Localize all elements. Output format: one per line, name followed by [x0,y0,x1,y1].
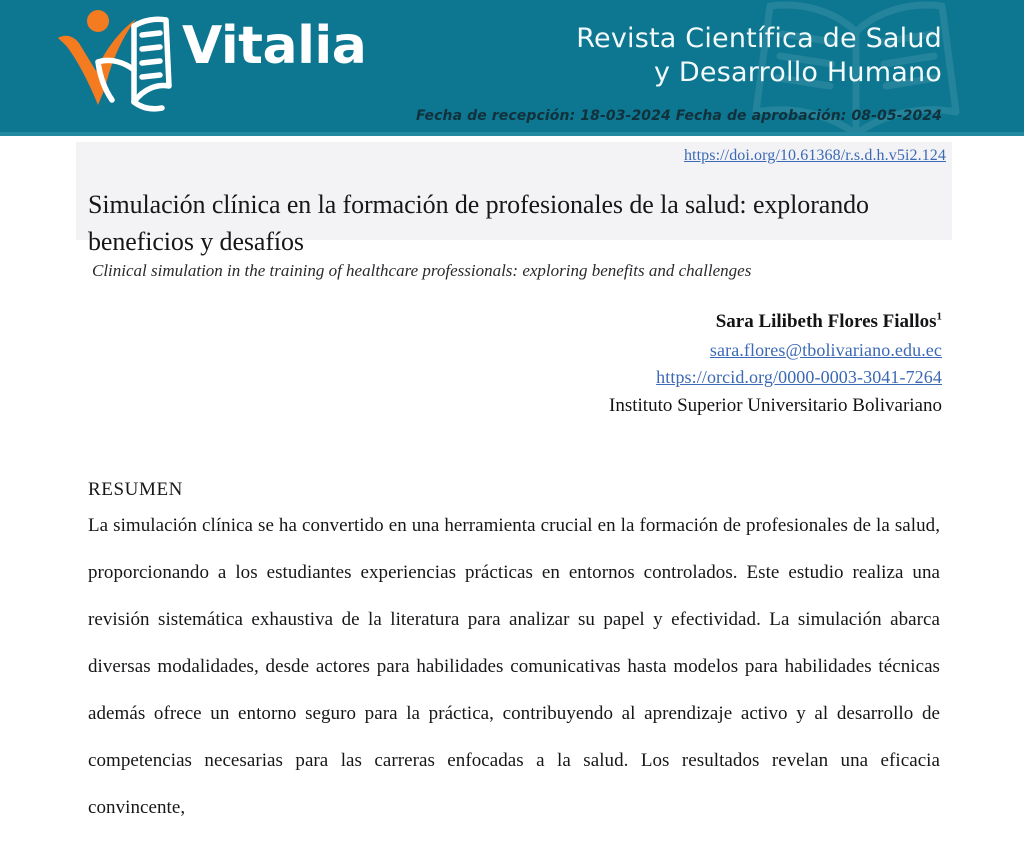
author-orcid-link[interactable]: https://orcid.org/0000-0003-3041-7264 [656,367,942,388]
doi-link[interactable]: https://doi.org/10.61368/r.s.d.h.v5i2.124 [683,147,946,164]
abstract-heading: RESUMEN [88,479,183,500]
author-name [422,308,942,337]
author-block [422,308,942,420]
author-name-text: Sara Lilibeth Flores Fiallos [715,311,937,332]
author-email-link[interactable]: sara.flores@tbolivariano.edu.ec [709,339,942,360]
journal-title-line-2: y Desarrollo Humano [653,57,942,89]
journal-title [522,22,942,90]
abstract-section [88,479,940,831]
vitalia-logo-icon [48,4,180,122]
reception-approval-dates: Fecha de recepción: 18-03-2024 Fecha de aprobación: 08-05-2024 [415,108,942,124]
journal-header-banner [0,0,1024,136]
article-title-english: Clinical simulation in the training of healthcare professionals: exploring benefits and challenges [92,261,752,280]
abstract-body: La simulación clínica se ha convertido en una herramienta crucial en la formación de profesionales de la salud, proporcionando a los estudiantes experiencias prácticas en entornos controlados. Este estudio realiza una revisión sistemática exhaustiva de la literatura para analizar su papel y efectividad. La simulación abarca diversas modalidades, desde actores para habilidades comunicativas hasta modelos para habilidades técnicas además ofrece un entorno seguro para la práctica, contribuyendo al aprendizaje activo y al desarrollo de competencias necesarias para las carreras enfocadas a la salud. Los resultados revelan una eficacia convincente, [88,515,940,818]
journal-title-line-1: Revista Científica de Salud [576,23,942,54]
brand-name: Vitalia [182,16,367,76]
author-affiliation: Instituto Superior Universitario Bolivariano [609,394,942,416]
author-affiliation-marker: 1 [936,310,942,323]
article-title-spanish: Simulación clínica en la formación de profesionales de la salud: explorando beneficios y desafíos [88,190,869,257]
article-page [0,136,1024,853]
